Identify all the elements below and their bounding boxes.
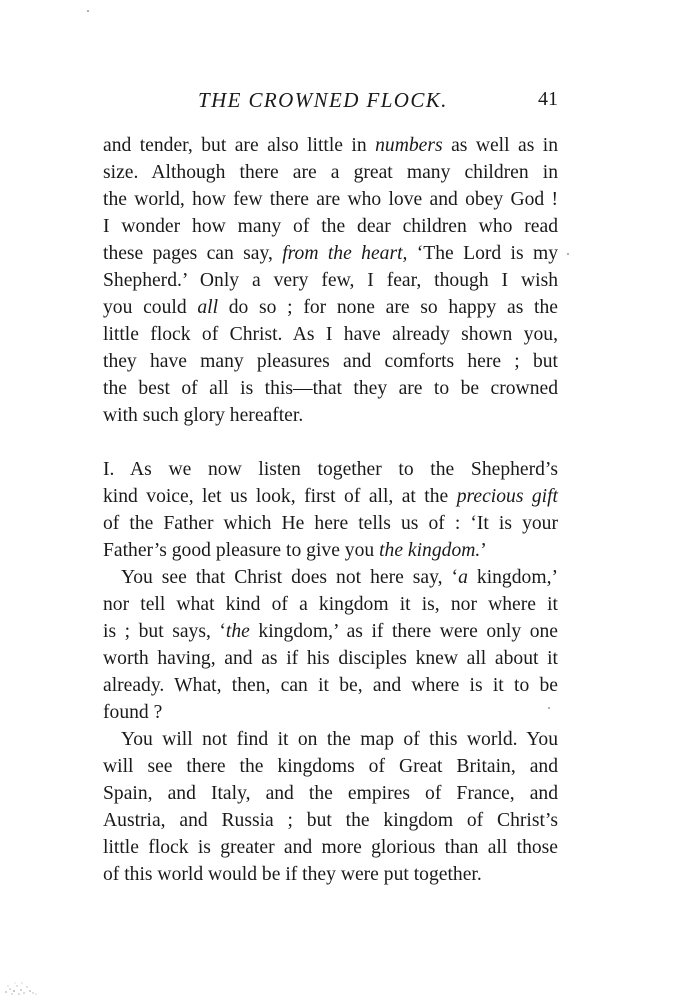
text-run: do so ; for none are so happy as the — [218, 297, 558, 318]
italic-text: the — [225, 621, 250, 642]
text-line — [103, 510, 558, 537]
text-run: Father’s good pleasure to give you — [103, 540, 380, 561]
text-run: kingdom,’ as if there were only one — [249, 621, 558, 642]
print-speck — [548, 707, 550, 709]
text-line — [103, 591, 558, 618]
text-run: as well as in — [442, 135, 559, 156]
print-speck — [87, 10, 89, 12]
text-run: little flock of Christ. As I have already shown you, — [103, 324, 558, 345]
print-speck — [567, 253, 569, 255]
text-line — [103, 159, 558, 186]
running-head — [103, 88, 558, 118]
text-run: they have many pleasures and comforts here ; but — [103, 351, 558, 372]
text-line — [103, 375, 558, 402]
text-run: and tender, but are also little in — [103, 135, 376, 156]
text-run: already. What, then, can it be, and where is it to be — [103, 675, 558, 696]
text-line — [103, 726, 558, 753]
text-run: I wonder how many of the dear children who read — [103, 216, 558, 237]
text-line — [103, 780, 558, 807]
text-run: little flock is greater and more glorious than all those — [103, 837, 558, 858]
text-run: will see there the kingdoms of Great Britain, and — [103, 756, 558, 777]
text-line — [103, 699, 558, 726]
text-run: size. Although there are a great many children in — [103, 162, 558, 183]
paragraph — [103, 132, 558, 456]
text-run: ’ — [480, 540, 487, 561]
text-line — [103, 807, 558, 834]
text-run: of this world would be if they were put together. — [103, 864, 482, 885]
text-run: ‘The Lord is my — [407, 243, 558, 264]
text-line — [103, 672, 558, 699]
text-run: is ; but says, ‘ — [103, 621, 226, 642]
italic-text: precious gift — [456, 486, 558, 507]
text-run: the best of all is this—that they are to be crowned — [103, 378, 558, 399]
text-line — [103, 564, 558, 591]
text-run: You will not find it on the map of this world. You — [121, 729, 558, 750]
text-run: kingdom,’ — [467, 567, 558, 588]
text-line — [103, 483, 558, 510]
text-run: found ? — [103, 702, 163, 723]
body-text — [103, 132, 558, 888]
italic-text: a — [458, 567, 468, 588]
paragraph — [103, 726, 558, 888]
corner-smudge-mark — [2, 974, 46, 996]
text-line — [103, 861, 558, 888]
text-run: kind voice, let us look, first of all, at the — [103, 486, 457, 507]
text-line — [103, 402, 558, 429]
text-line — [103, 321, 558, 348]
text-run: You see that Christ does not here say, ‘ — [121, 567, 459, 588]
text-line — [103, 456, 558, 483]
text-line — [103, 537, 558, 564]
text-run: of the Father which He here tells us of : ‘It is your — [103, 513, 558, 534]
text-run: Shepherd.’ Only a very few, I fear, though I wish — [103, 270, 558, 291]
text-line — [103, 645, 558, 672]
paragraph — [103, 564, 558, 726]
text-run: with such glory hereafter. — [103, 405, 304, 426]
italic-text: all — [197, 297, 219, 318]
italic-text: the kingdom. — [379, 540, 481, 561]
paragraph — [103, 456, 558, 564]
text-run: these pages can say, — [103, 243, 283, 264]
text-line — [103, 186, 558, 213]
italic-text: numbers — [375, 135, 443, 156]
text-line — [103, 267, 558, 294]
text-line — [103, 834, 558, 861]
text-line — [103, 294, 558, 321]
text-line — [103, 618, 558, 645]
text-run: Spain, and Italy, and the empires of France, and — [103, 783, 558, 804]
paragraph-gap — [103, 429, 558, 456]
page-number: 41 — [538, 88, 558, 110]
italic-text: from the heart, — [282, 243, 408, 264]
text-run: I. As we now listen together to the Shepherd’s — [103, 459, 558, 480]
text-line — [103, 213, 558, 240]
text-run: Austria, and Russia ; but the kingdom of Christ’s — [103, 810, 558, 831]
text-line — [103, 348, 558, 375]
text-line — [103, 753, 558, 780]
running-title: THE CROWNED FLOCK. — [198, 88, 448, 112]
text-run: the world, how few there are who love and obey God ! — [103, 189, 558, 210]
text-line — [103, 240, 558, 267]
text-run: worth having, and as if his disciples knew all about it — [103, 648, 558, 669]
text-line — [103, 132, 558, 159]
text-run: you could — [103, 297, 198, 318]
text-run: nor tell what kind of a kingdom it is, nor where it — [103, 594, 558, 615]
